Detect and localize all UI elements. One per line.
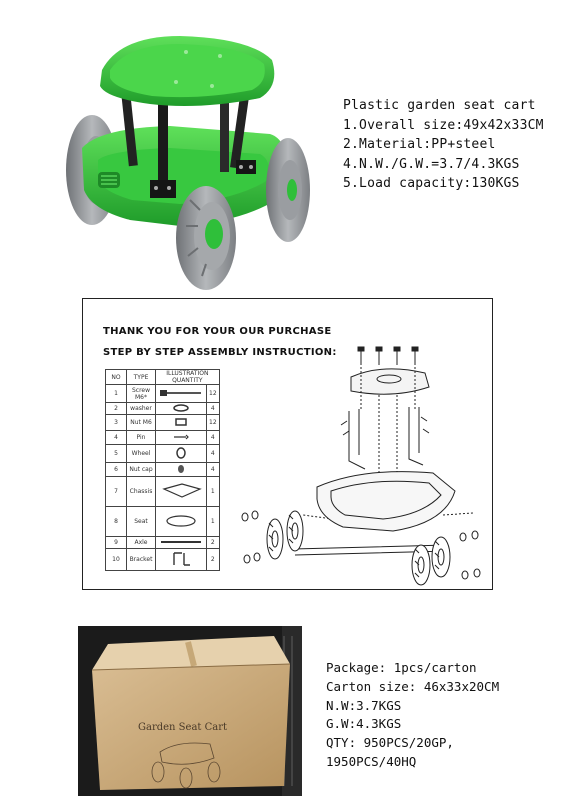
table-row (106, 445, 220, 463)
col-no: NO (106, 370, 127, 385)
table-row (106, 549, 220, 571)
part-illustration (156, 385, 207, 403)
part-illustration (156, 537, 207, 549)
part-qty: 4 (207, 445, 220, 463)
part-no: 4 (106, 431, 127, 445)
brackets-part (341, 407, 429, 469)
col-illustration (156, 370, 220, 385)
part-no: 7 (106, 477, 127, 507)
package-line-package: Package: 1pcs/carton (326, 660, 477, 675)
nut-cap-icon (171, 464, 191, 474)
part-type: Wheel (127, 445, 156, 463)
package-line-carton-size: Carton size: 46x33x20CM (326, 678, 500, 694)
parts-table (105, 369, 220, 571)
assembly-heading: STEP BY STEP ASSEMBLY INSTRUCTION: (103, 347, 337, 358)
bracket-icon (166, 551, 196, 567)
assembly-instruction-sheet (82, 298, 493, 590)
part-qty: 2 (207, 549, 220, 571)
part-qty: 2 (207, 537, 220, 549)
part-illustration (156, 507, 207, 537)
part-no: 9 (106, 537, 127, 549)
part-qty: 4 (207, 431, 220, 445)
part-illustration (156, 403, 207, 415)
package-line-gross-weight: G.W:4.3KGS (326, 716, 402, 732)
seat-icon (158, 513, 204, 529)
package-line-qty-40hq: 1950PCS/40HQ (326, 753, 417, 769)
part-illustration (156, 463, 207, 477)
seat-part (351, 369, 429, 394)
chassis-icon (158, 481, 204, 501)
part-illustration (156, 415, 207, 431)
part-type: Bracket (127, 549, 156, 571)
col-type: TYPE (127, 370, 156, 385)
part-no: 10 (106, 549, 127, 571)
part-no: 5 (106, 445, 127, 463)
screws-top (358, 347, 418, 365)
table-row (106, 477, 220, 507)
part-no: 1 (106, 385, 127, 403)
axle-icon (158, 539, 204, 545)
part-qty: 1 (207, 507, 220, 537)
table-row (106, 415, 220, 431)
wheels-right (412, 537, 450, 585)
package-info (326, 659, 581, 772)
part-no: 2 (106, 403, 127, 415)
parts-table-header (106, 370, 220, 385)
part-type: Nut M6 (127, 415, 156, 431)
part-qty: 1 (207, 477, 220, 507)
thank-you-heading: THANK YOU FOR YOUR OUR PURCHASE (103, 326, 332, 337)
chassis-part (317, 472, 455, 531)
part-type: Nut cap (127, 463, 156, 477)
table-row (106, 431, 220, 445)
table-row (106, 385, 220, 403)
pin-icon (171, 433, 191, 441)
table-row (106, 537, 220, 549)
spec-load-capacity: 5.Load capacity:130KGS (343, 176, 520, 191)
part-qty: 4 (207, 463, 220, 477)
washer-icon (171, 404, 191, 412)
part-qty: 4 (207, 403, 220, 415)
part-type: washer (127, 403, 156, 415)
wheels-left (267, 511, 303, 559)
part-no: 3 (106, 415, 127, 431)
product-spec-list (343, 96, 578, 194)
garden-seat-cart-illustration (40, 30, 320, 290)
part-no: 6 (106, 463, 127, 477)
part-illustration (156, 445, 207, 463)
product-title: Plastic garden seat cart (343, 98, 536, 113)
spec-overall-size: 1.Overall size:49x42x33CM (343, 117, 544, 133)
seat (100, 36, 274, 106)
part-qty: 12 (207, 415, 220, 431)
carton-label: Garden Seat Cart (138, 722, 228, 733)
col-quantity-label: QUANTITY (172, 377, 203, 384)
part-illustration (156, 477, 207, 507)
part-type: Screw M6* (127, 385, 156, 403)
shipping-carton-illustration (78, 626, 302, 796)
part-type: Axle (127, 537, 156, 549)
package-line-qty-20gp: QTY: 950PCS/20GP, (326, 735, 454, 751)
spec-material: 2.Material:PP+steel (343, 137, 496, 152)
part-illustration (156, 549, 207, 571)
col-illustration-label: ILLUSTRATION (166, 370, 209, 377)
table-row (106, 463, 220, 477)
table-row (106, 507, 220, 537)
part-no: 8 (106, 507, 127, 537)
wheel-front (176, 186, 236, 290)
screw-icon (158, 389, 204, 397)
part-type: Pin (127, 431, 156, 445)
part-illustration (156, 431, 207, 445)
wheel-back-right (266, 138, 310, 242)
part-type: Seat (127, 507, 156, 537)
exploded-assembly-diagram (233, 339, 488, 587)
product-photo (40, 30, 320, 290)
table-row (106, 403, 220, 415)
wheel-icon (171, 447, 191, 459)
spec-weight: 4.N.W./G.W.=3.7/4.3KGS (343, 156, 520, 172)
part-type: Chassis (127, 477, 156, 507)
nut-icon (171, 418, 191, 426)
carton-photo (78, 626, 302, 796)
part-qty: 12 (207, 385, 220, 403)
package-line-net-weight: N.W:3.7KGS (326, 697, 402, 713)
